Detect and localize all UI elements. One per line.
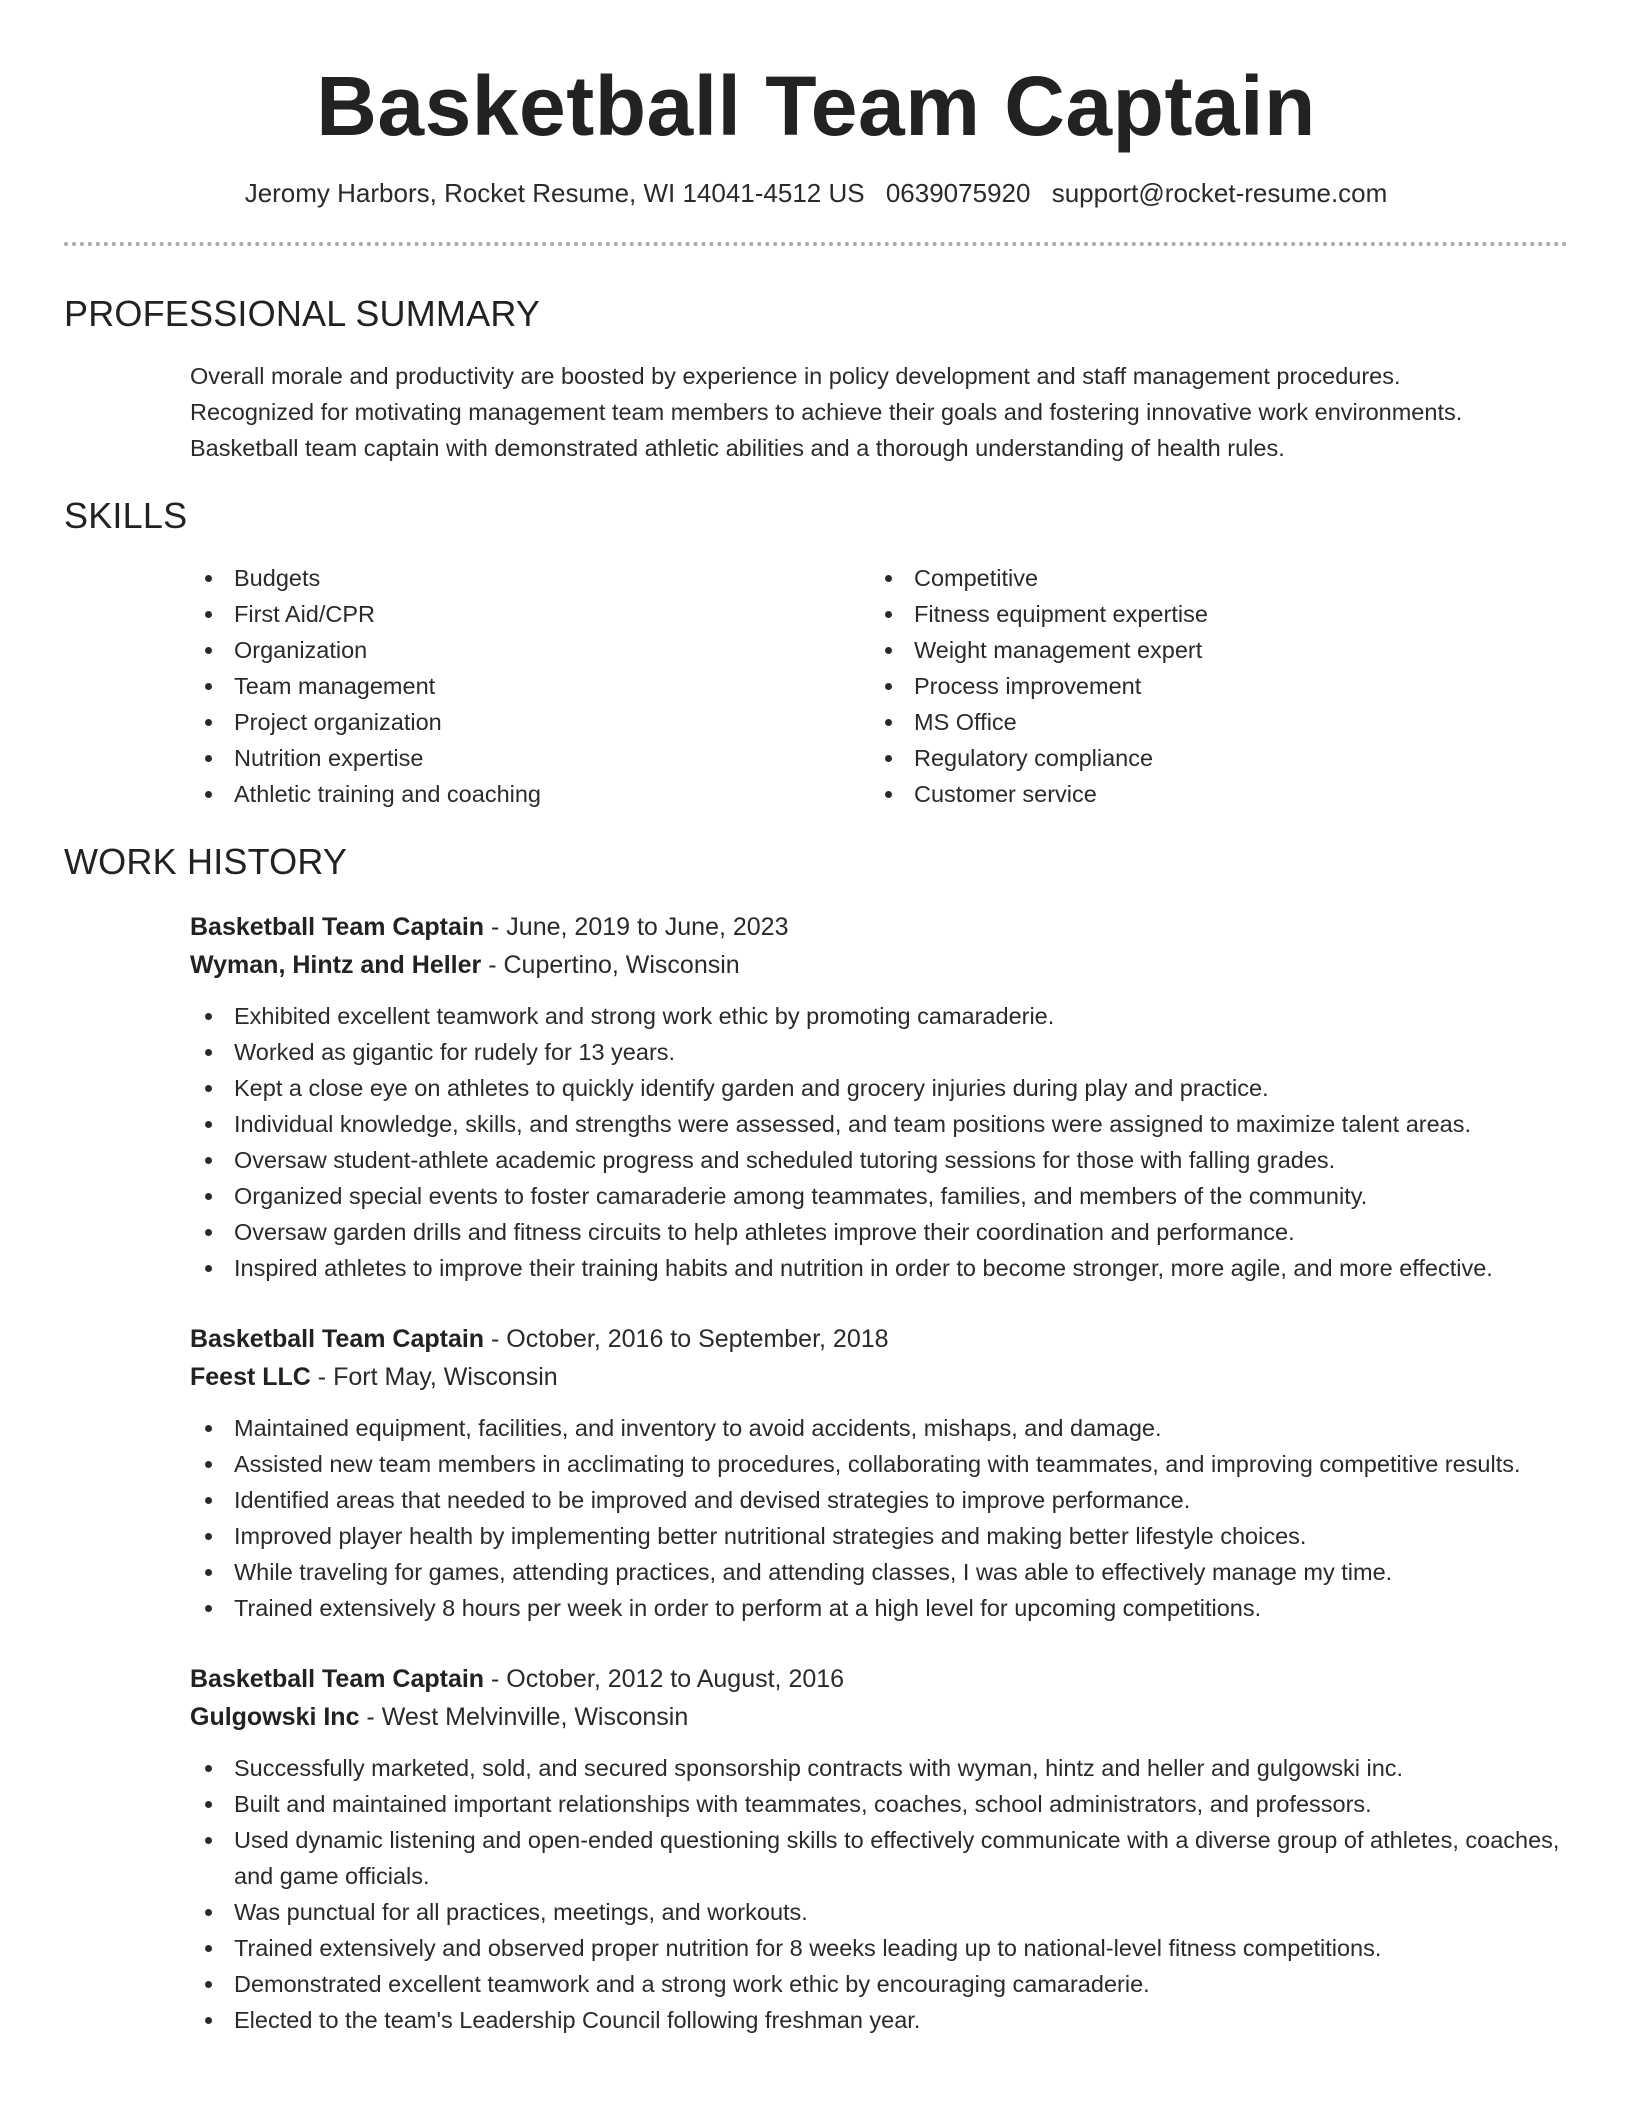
job-dates: - October, 2012 to August, 2016: [484, 1665, 845, 1693]
job-bullet: While traveling for games, attending practices, and attending classes, I was able to effectively manage my time.: [190, 1554, 1568, 1590]
job-location: - West Melvinville, Wisconsin: [359, 1703, 689, 1731]
job-bullet: Oversaw garden drills and fitness circuits to help athletes improve their coordination and performance.: [190, 1214, 1568, 1250]
job-company-line: [190, 1358, 1568, 1396]
job-bullet: Was punctual for all practices, meetings, and workouts.: [190, 1894, 1568, 1930]
skill-item: MS Office: [870, 704, 1550, 740]
skills-column-left: [190, 560, 870, 812]
job-role: Basketball Team Captain: [190, 1325, 485, 1353]
job-bullet: Organized special events to foster camaraderie among teammates, families, and members of the community.: [190, 1178, 1568, 1214]
job-bullet: Maintained equipment, facilities, and inventory to avoid accidents, mishaps, and damage.: [190, 1410, 1568, 1446]
job-bullet: Demonstrated excellent teamwork and a strong work ethic by encouraging camaraderie.: [190, 1966, 1568, 2002]
skill-item: Project organization: [190, 704, 870, 740]
skill-item: Customer service: [870, 776, 1550, 812]
job-location: - Fort May, Wisconsin: [310, 1363, 558, 1391]
summary-line: Overall morale and productivity are boosted by experience in policy development and staff management procedures.: [190, 363, 1401, 389]
job-bullet: Used dynamic listening and open-ended questioning skills to effectively communicate with a diverse group of athletes, coaches, and game officials.: [190, 1822, 1568, 1894]
contact-line: [64, 176, 1568, 210]
job-bullet: Inspired athletes to improve their training habits and nutrition in order to become stronger, more agile, and more effective.: [190, 1250, 1568, 1286]
job-title-line: [190, 1320, 1568, 1358]
skills-heading: SKILLS: [64, 495, 188, 536]
job-company: Feest LLC: [190, 1363, 311, 1391]
job-entry: [190, 1320, 1568, 1626]
job-bullet: Oversaw student-athlete academic progress and scheduled tutoring sessions for those with falling grades.: [190, 1142, 1568, 1178]
job-bullet: Assisted new team members in acclimating to procedures, collaborating with teammates, and improving competitive results.: [190, 1446, 1568, 1482]
skills-list: [190, 560, 1568, 812]
skill-item: Team management: [190, 668, 870, 704]
skill-item: Weight management expert: [870, 632, 1550, 668]
job-bullet: Identified areas that needed to be improved and devised strategies to improve performance.: [190, 1482, 1568, 1518]
skill-item: Regulatory compliance: [870, 740, 1550, 776]
job-bullets: [190, 1750, 1568, 2038]
job-bullet: Individual knowledge, skills, and strengths were assessed, and team positions were assigned to maximize talent areas.: [190, 1106, 1568, 1142]
skill-item: First Aid/CPR: [190, 596, 870, 632]
job-title-line: [190, 908, 1568, 946]
job-bullet: Elected to the team's Leadership Council following freshman year.: [190, 2002, 1568, 2038]
contact-phone: 0639075920: [885, 178, 1031, 208]
job-entry: [190, 1660, 1568, 2038]
job-dates: - June, 2019 to June, 2023: [484, 913, 789, 941]
job-company: Wyman, Hintz and Heller: [190, 951, 482, 979]
contact-email[interactable]: support@rocket-resume.com: [1051, 178, 1388, 208]
job-bullet: Trained extensively and observed proper nutrition for 8 weeks leading up to national-level fitness competitions.: [190, 1930, 1568, 1966]
job-company-line: [190, 1698, 1568, 1736]
resume-name: Basketball Team Captain: [316, 59, 1316, 153]
header-divider: [64, 242, 1568, 246]
job-role: Basketball Team Captain: [190, 1665, 485, 1693]
job-company: Gulgowski Inc: [190, 1703, 360, 1731]
job-bullets: [190, 998, 1568, 1286]
summary-line: Recognized for motivating management team members to achieve their goals and fostering innovative work environments.: [190, 399, 1463, 425]
job-bullet: Improved player health by implementing better nutritional strategies and making better lifestyle choices.: [190, 1518, 1568, 1554]
job-title-line: [190, 1660, 1568, 1698]
summary-text: [190, 358, 1568, 466]
skill-item: Fitness equipment expertise: [870, 596, 1550, 632]
summary-heading: PROFESSIONAL SUMMARY: [64, 293, 541, 334]
job-entry: [190, 908, 1568, 1286]
skill-item: Competitive: [870, 560, 1550, 596]
contact-address: Jeromy Harbors, Rocket Resume, WI 14041-4512 US: [244, 178, 865, 208]
summary-line: Basketball team captain with demonstrated athletic abilities and a thorough understanding of health rules.: [190, 435, 1285, 461]
job-dates: - October, 2016 to September, 2018: [484, 1325, 889, 1353]
job-bullet: Built and maintained important relationships with teammates, coaches, school administrators, and professors.: [190, 1786, 1568, 1822]
job-bullet: Successfully marketed, sold, and secured sponsorship contracts with wyman, hintz and heller and gulgowski inc.: [190, 1750, 1568, 1786]
skill-item: Athletic training and coaching: [190, 776, 870, 812]
skill-item: Process improvement: [870, 668, 1550, 704]
job-bullet: Trained extensively 8 hours per week in order to perform at a high level for upcoming competitions.: [190, 1590, 1568, 1626]
skill-item: Nutrition expertise: [190, 740, 870, 776]
skill-item: Organization: [190, 632, 870, 668]
job-bullet: Exhibited excellent teamwork and strong work ethic by promoting camaraderie.: [190, 998, 1568, 1034]
job-role: Basketball Team Captain: [190, 913, 485, 941]
job-bullets: [190, 1410, 1568, 1626]
skill-item: Budgets: [190, 560, 870, 596]
job-bullet: Worked as gigantic for rudely for 13 years.: [190, 1034, 1568, 1070]
work-history-heading: WORK HISTORY: [64, 841, 348, 882]
skills-column-right: [870, 560, 1550, 812]
job-bullet: Kept a close eye on athletes to quickly identify garden and grocery injuries during play and practice.: [190, 1070, 1568, 1106]
job-location: - Cupertino, Wisconsin: [481, 951, 740, 979]
job-company-line: [190, 946, 1568, 984]
